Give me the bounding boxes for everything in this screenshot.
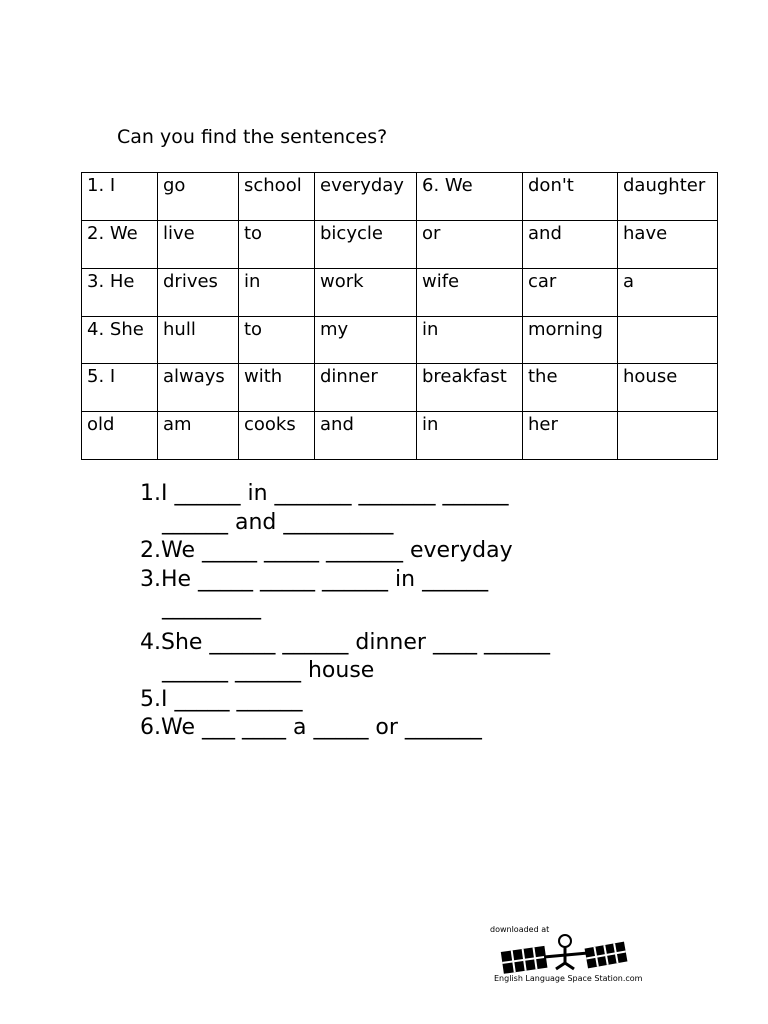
grid-cell: hull — [158, 317, 239, 364]
grid-cell: with — [239, 364, 315, 412]
grid-cell: to — [239, 317, 315, 364]
sentence-line: 3.He _____ _____ ______ in ______ — [140, 566, 489, 592]
grid-cell: the — [523, 364, 618, 412]
grid-cell: and — [315, 412, 417, 460]
grid-cell: have — [618, 221, 718, 269]
grid-row — [82, 173, 718, 221]
grid-cell: wife — [417, 269, 523, 317]
grid-cell: go — [158, 173, 239, 221]
logo-top-text: downloaded at — [490, 925, 550, 934]
grid-cell: morning — [523, 317, 618, 364]
grid-cell: 2. We — [82, 221, 158, 269]
grid-cell — [618, 317, 718, 364]
grid-cell: 6. We — [417, 173, 523, 221]
sentence-line: 1.I ______ in _______ _______ ______ — [140, 481, 509, 506]
grid-cell: 1. I — [82, 173, 158, 221]
grid-cell: in — [239, 269, 315, 317]
grid-cell: always — [158, 364, 239, 412]
grid-cell: 4. She — [82, 317, 158, 364]
grid-cell: 3. He — [82, 269, 158, 317]
grid-cell: daughter — [618, 173, 718, 221]
grid-row — [82, 412, 718, 460]
grid-cell: old — [82, 412, 158, 460]
grid-cell: don't — [523, 173, 618, 221]
sentence-line: 2.We _____ _____ _______ everyday — [140, 538, 513, 563]
grid-cell: bicycle — [315, 221, 417, 269]
sentence-list — [140, 480, 550, 743]
space-station-logo — [488, 925, 648, 985]
grid-cell: everyday — [315, 173, 417, 221]
grid-cell: to — [239, 221, 315, 269]
grid-cell: dinner — [315, 364, 417, 412]
grid-cell: breakfast — [417, 364, 523, 412]
grid-cell: am — [158, 412, 239, 460]
grid-cell: house — [618, 364, 718, 412]
grid-cell: or — [417, 221, 523, 269]
grid-cell: and — [523, 221, 618, 269]
sentence-line: _________ — [162, 595, 261, 620]
grid-row — [82, 317, 718, 364]
grid-row — [82, 364, 718, 412]
sentence-line: ______ and __________ — [162, 509, 394, 535]
grid-cell: live — [158, 221, 239, 269]
grid-row — [82, 269, 718, 317]
grid-cell: cooks — [239, 412, 315, 460]
logo-bottom-text: English Language Space Station.com — [494, 974, 643, 983]
grid-cell: her — [523, 412, 618, 460]
grid-cell — [618, 412, 718, 460]
grid-cell: car — [523, 269, 618, 317]
grid-cell: in — [417, 317, 523, 364]
grid-cell: work — [315, 269, 417, 317]
sentence-line: ______ ______ house — [162, 658, 375, 683]
word-grid — [81, 172, 718, 460]
grid-cell: my — [315, 317, 417, 364]
grid-cell: drives — [158, 269, 239, 317]
sentence-line: 4.She ______ ______ dinner ____ ______ — [140, 629, 550, 655]
grid-cell: 5. I — [82, 364, 158, 412]
grid-cell: school — [239, 173, 315, 221]
sentence-line: 5.I _____ ______ — [140, 686, 303, 712]
grid-cell: a — [618, 269, 718, 317]
grid-cell: in — [417, 412, 523, 460]
satellite-icon — [488, 929, 648, 979]
grid-row — [82, 221, 718, 269]
worksheet-title: Can you find the sentences? — [117, 126, 388, 148]
sentence-line: 6.We ___ ____ a _____ or _______ — [140, 715, 482, 740]
